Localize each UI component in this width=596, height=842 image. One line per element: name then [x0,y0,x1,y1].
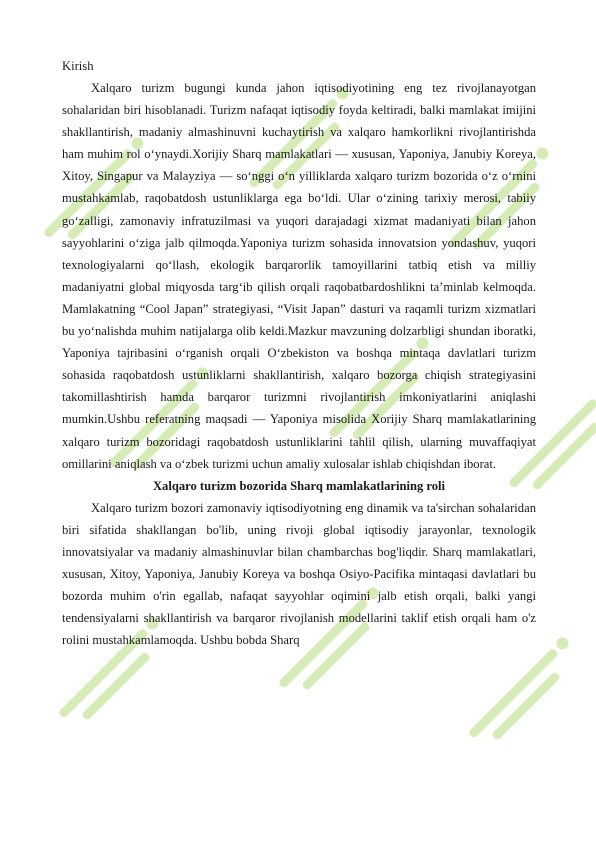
watermark-mark [466,635,583,752]
section-paragraph: Xalqaro turizm bozori zamonaviy iqtisodiyotning eng dinamik va ta'sirchan sohalaridan biri sifatida shakllangan bo'lib, uning rivoji global iqtisodiy jarayonlar, texnologik innovatsiyalar va madaniy almashinuvlar bilan chambarchas bog'liqdir. Sharq mamlakatlari, xususan, Xitoy, Yaponiya, Janubiy Koreya va boshqa Osiyo-Pacifika mintaqasi davlatlari bu bozorda muhim o'rin egallab, nafaqat sayyohlar oqimini jalb etish orqali, balki yangi tendensiyalarni shakllantirish va barqaror rivojlanish modellarini taklif etish orqali ham o'z rolini mustahkamlamoqda. Ushbu bobda Sharq [62,500,536,648]
document-page [62,55,536,651]
section-heading: Xalqaro turizm bozorida Sharq mamlakatlarining roli [152,478,446,493]
intro-heading: Kirish [62,59,94,73]
intro-paragraph: Xalqaro turizm bugungi kunda jahon iqtisodiyotining eng tez rivojlanayotgan sohalaridan biri hisoblanadi. Turizm nafaqat iqtisodiy foyda keltiradi, balki mamlakat imijini shakllantirish, madaniy almashinuvni kuchaytirish va xalqaro hamkorlikni rivojlantirishda ham muhim rol o‘ynaydi.Xorijiy Sharq mamlakatlari — xususan, Yaponiya, Janubiy Koreya, Xitoy, Singapur va Malayziya — so‘nggi o‘n yilliklarda xalqaro turizm bozorida o‘z o‘rnini mustahkamlab, raqobatdosh ustunliklarga ega bo‘ldi. Ular o‘zining tarixiy merosi, tabiiy go‘zalligi, zamonaviy infratuzilmasi va yuqori darajadagi xizmat madaniyati bilan jahon sayyohlarini o‘ziga jalb qilmoqda.Yaponiya turizm sohasida innovatsion yondashuv, yuqori texnologiyalarni qo‘llash, ekologik barqarorlik tamoyillarini tatbiq etish va milliy madaniyatni global miqyosda targ‘ib qilish orqali raqobatbardoshlikni ta’minlab kelmoqda. Mamlakatning “Cool Japan” strategiyasi, “Visit Japan” dasturi va raqamli turizm xizmatlari bu yo‘nalishda muhim natijalarga olib keldi.Mazkur mavzuning dolzarbligi shundan iboratki, Yaponiya tajribasini o‘rganish orqali O‘zbekiston va boshqa mintaqa davlatlari turizm sohasida raqobatdosh ustunliklarni shakllantirish, xalqaro bozorga chiqish strategiyasini takomillashtirish hamda barqaror turizmni rivojlantirish imkoniyatlarini aniqlashi mumkin.Ushbu referatning maqsadi — Yaponiya misolida Xorijiy Sharq mamlakatlarining xalqaro turizm bozoridagi raqobatdosh ustunliklarini tahlil qilish, ularning muvaffaqiyat omillarini aniqlash va o‘zbek turizmi uchun amaliy xulosalar ishlab chiqishdan iborat. [62,81,536,471]
